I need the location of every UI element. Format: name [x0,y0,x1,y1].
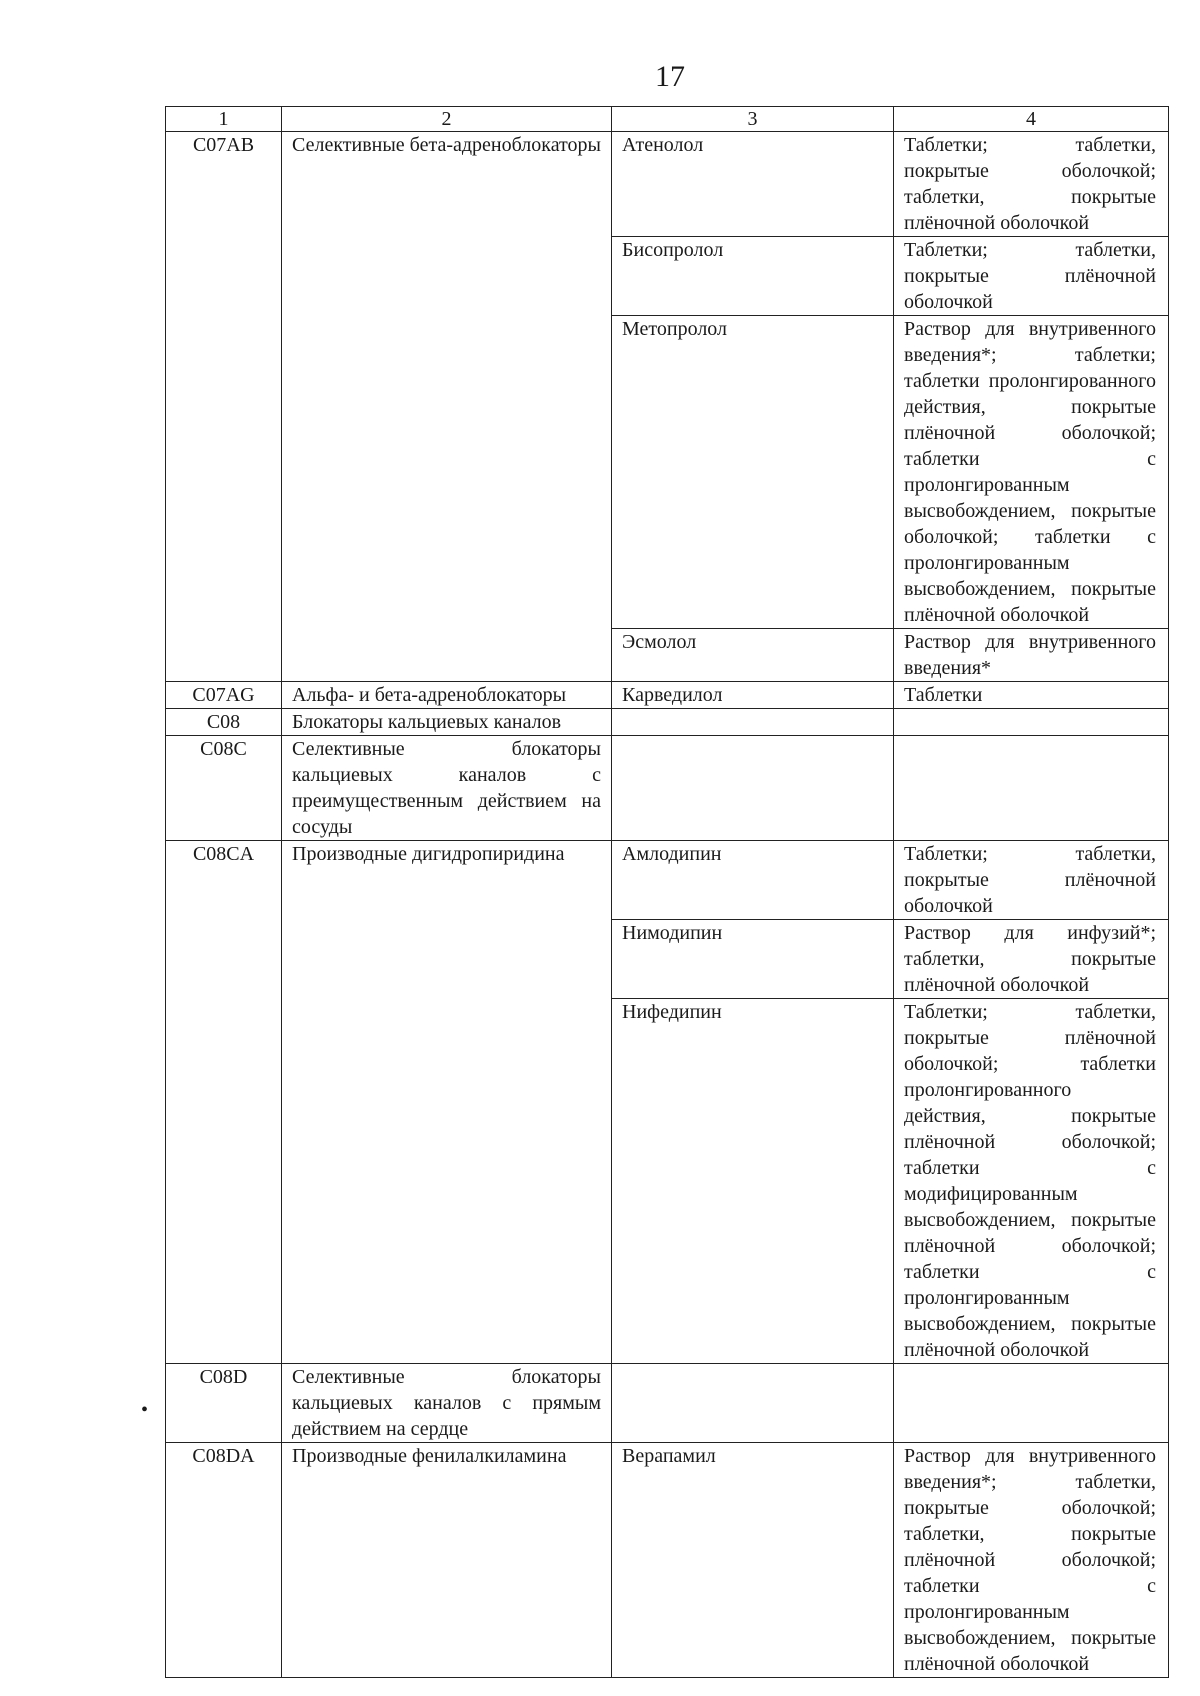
group-name: Производные фенилалкиламина [282,1443,612,1678]
dosage-forms: Таблетки; таблетки, покрытые плёночной оболочкой [894,237,1169,316]
atc-code: C08CA [166,841,282,1364]
page-number: 17 [655,60,685,93]
table-header-row [166,107,1169,132]
column-header-3: 3 [612,107,894,132]
margin-dot: • [141,1399,149,1421]
drug-name: Эсмолол [612,629,894,682]
dosage-forms: Таблетки; таблетки, покрытые плёночной оболочкой [894,841,1169,920]
column-header-2: 2 [282,107,612,132]
drug-name [612,709,894,736]
drug-name: Нимодипин [612,920,894,999]
drug-name: Карведилол [612,682,894,709]
atc-code: C08D [166,1364,282,1443]
drug-name: Верапамил [612,1443,894,1678]
drug-name: Нифедипин [612,999,894,1364]
dosage-forms: Раствор для внутривенного введения* [894,629,1169,682]
group-name: Селективные бета-адреноблокаторы [282,132,612,682]
table-row [166,682,1169,709]
dosage-forms: Раствор для внутривенного введения*; таблетки; таблетки пролонгированного действия, покрытые плёночной оболочкой; таблетки с пролонгированным высвобождением, покрытые оболочкой; таблетки с пролонгированным высвобождением, покрытые плёночной оболочкой [894,316,1169,629]
table-row [166,709,1169,736]
drug-name: Бисопролол [612,237,894,316]
drug-name: Метопролол [612,316,894,629]
drug-name: Амлодипин [612,841,894,920]
table-row [166,1443,1169,1678]
medication-table [165,106,1169,1678]
drug-name: Атенолол [612,132,894,237]
table-row [166,132,1169,237]
group-name: Селективные блокаторы кальциевых каналов с преимущественным действием на сосуды [282,736,612,841]
dosage-forms [894,736,1169,841]
dosage-forms [894,1364,1169,1443]
atc-code: C07AG [166,682,282,709]
column-header-4: 4 [894,107,1169,132]
atc-code: C08C [166,736,282,841]
table-row [166,736,1169,841]
dosage-forms: Раствор для инфузий*; таблетки, покрытые плёночной оболочкой [894,920,1169,999]
dosage-forms: Таблетки; таблетки, покрытые плёночной оболочкой; таблетки пролонгированного действия, покрытые плёночной оболочкой; таблетки с модифицированным высвобождением, покрытые плёночной оболочкой; таблетки с пролонгированным высвобождением, покрытые плёночной оболочкой [894,999,1169,1364]
drug-name [612,736,894,841]
dosage-forms: Раствор для внутривенного введения*; таблетки, покрытые оболочкой; таблетки, покрытые плёночной оболочкой; таблетки с пролонгированным высвобождением, покрытые плёночной оболочкой [894,1443,1169,1678]
atc-code: C08DA [166,1443,282,1678]
atc-code: C08 [166,709,282,736]
drug-name [612,1364,894,1443]
table-row [166,841,1169,920]
dosage-forms: Таблетки; таблетки, покрытые оболочкой; таблетки, покрытые плёночной оболочкой [894,132,1169,237]
group-name: Производные дигидропиридина [282,841,612,1364]
atc-code: C07AB [166,132,282,682]
group-name: Селективные блокаторы кальциевых каналов с прямым действием на сердце [282,1364,612,1443]
group-name: Альфа- и бета-адреноблокаторы [282,682,612,709]
dosage-forms: Таблетки [894,682,1169,709]
table-row [166,1364,1169,1443]
dosage-forms [894,709,1169,736]
group-name: Блокаторы кальциевых каналов [282,709,612,736]
column-header-1: 1 [166,107,282,132]
